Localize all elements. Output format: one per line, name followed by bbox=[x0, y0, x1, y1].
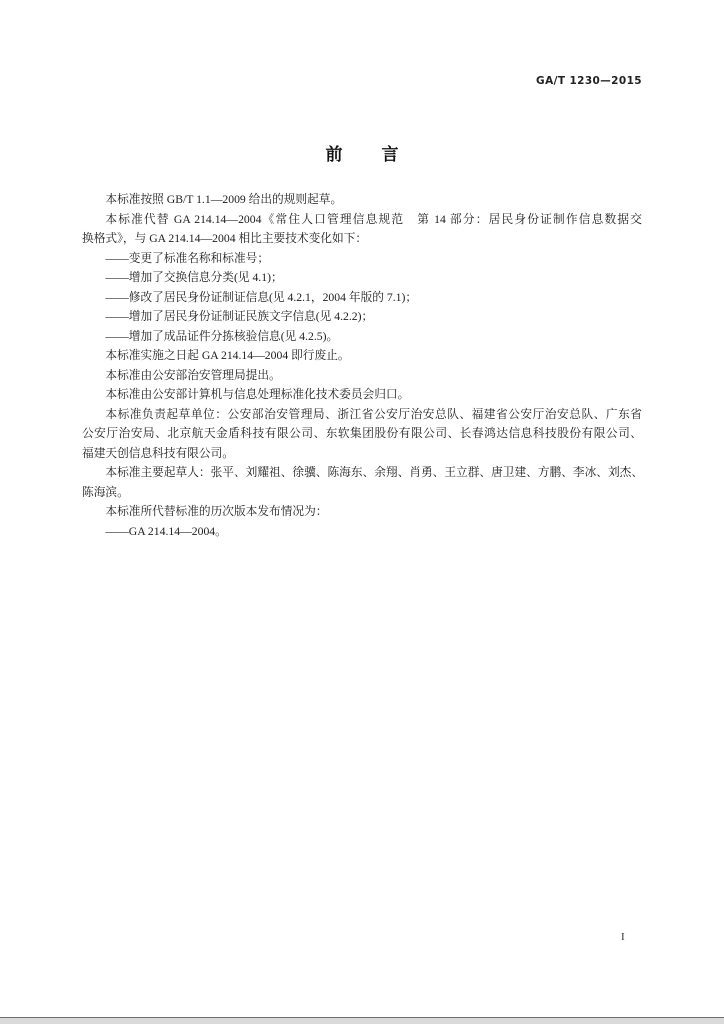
change-item bbox=[82, 288, 642, 308]
paragraph-line: ——增加了交换信息分类(见 4.1)； bbox=[105, 271, 283, 284]
paragraph-drafting-rules bbox=[82, 190, 642, 210]
paragraph-proposer bbox=[82, 366, 642, 386]
page-bottom-edge bbox=[0, 1017, 724, 1024]
paragraph-drafting-units bbox=[82, 405, 642, 464]
paragraph-line: 本标准负责起草单位：公安部治安管理局、浙江省公安厅治安总队、福建省公安厅治安总队、广东省 bbox=[105, 407, 642, 421]
page-title: 前 言 bbox=[325, 145, 410, 164]
paragraph-line: 本标准实施之日起 GA 214.14—2004 即行废止。 bbox=[105, 349, 350, 362]
foreword-body bbox=[82, 190, 642, 541]
standard-number: GA/T 1230—2015 bbox=[536, 75, 642, 87]
change-item bbox=[82, 268, 642, 288]
paragraph-line: 本标准代替 GA 214.14—2004《常住人口管理信息规范 第 14 部分：居民身份证制作信息数据交 bbox=[105, 212, 642, 226]
paragraph-line: ——增加了居民身份证制证民族文字信息(见 4.2.2)； bbox=[105, 310, 374, 323]
paragraph-line: ——GA 214.14—2004。 bbox=[105, 524, 227, 538]
change-item bbox=[82, 249, 642, 269]
paragraph-line: 陈海滨。 bbox=[82, 485, 129, 499]
paragraph-drafters bbox=[82, 463, 642, 502]
paragraph-line: ——修改了居民身份证制证信息(见 4.2.1，2004 年版的 7.1)； bbox=[105, 290, 418, 304]
paragraph-line: 换格式》，与 GA 214.14—2004 相比主要技术变化如下： bbox=[82, 232, 368, 245]
paragraph-replacement bbox=[82, 210, 642, 249]
version-history-item bbox=[82, 522, 642, 542]
paragraph-line: 本标准主要起草人：张平、刘耀祖、徐骥、陈海东、余翔、肖勇、王立群、唐卫建、方鹏、李冰、刘杰、 bbox=[105, 466, 644, 479]
paragraph-line: 本标准由公安部计算机与信息处理标准化技术委员会归口。 bbox=[105, 388, 410, 401]
change-item bbox=[82, 307, 642, 327]
paragraph-version-history bbox=[82, 502, 642, 522]
page-number: I bbox=[621, 931, 625, 943]
paragraph-line: 公安厅治安局、北京航天金盾科技有限公司、东软集团股份有限公司、长春鸿达信息科技股份有限公司、 bbox=[82, 427, 642, 440]
paragraph-line: ——变更了标准名称和标准号； bbox=[105, 251, 270, 265]
paragraph-technical-committee bbox=[82, 385, 642, 405]
paragraph-line: 本标准按照 GB/T 1.1—2009 给出的规则起草。 bbox=[105, 193, 343, 206]
paragraph-line: ——增加了成品证件分拣核验信息(见 4.2.5)。 bbox=[105, 329, 339, 343]
paragraph-line: 本标准所代替标准的历次版本发布情况为： bbox=[105, 505, 328, 518]
paragraph-line: 福建天创信息科技有限公司。 bbox=[82, 446, 234, 460]
paragraph-abolition bbox=[82, 346, 642, 366]
change-item bbox=[82, 327, 642, 347]
paragraph-line: 本标准由公安部治安管理局提出。 bbox=[105, 368, 281, 382]
